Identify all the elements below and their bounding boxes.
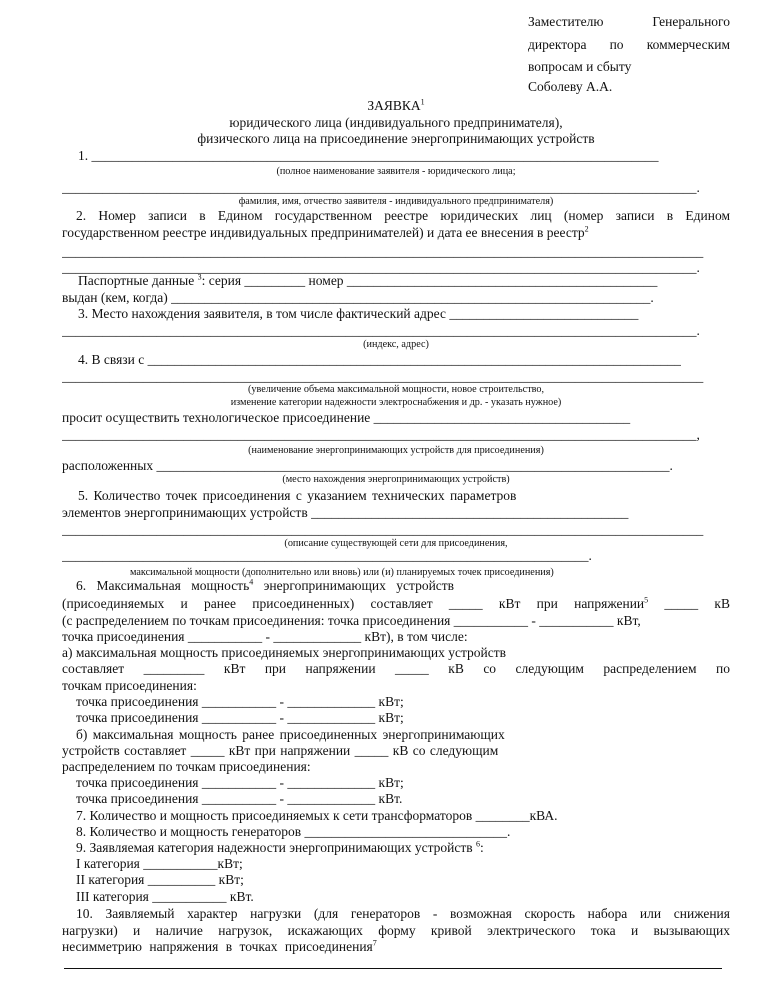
title-subline-1: юридического лица (индивидуального предпринимателя), bbox=[229, 115, 563, 130]
reason-caption-2: изменение категории надежности электроснабжения и др. - указать нужное) bbox=[230, 397, 562, 408]
max-power-distribution-1[interactable]: (с распределением по точкам присоединения: точка присоединения ___________ - ___________ кВт, bbox=[62, 613, 641, 628]
new-power-points-label: точкам присоединения: bbox=[62, 678, 197, 693]
points-field-3[interactable]: ______________________________________________________________________________. bbox=[62, 548, 592, 563]
reason-field[interactable]: 4. В связи с _______________________________________________________________________________ bbox=[78, 352, 681, 367]
devices-field[interactable]: ______________________________________________________________________________________________, bbox=[62, 427, 700, 442]
applicant-name-caption: (полное наименование заявителя - юридического лица; bbox=[276, 166, 516, 177]
applicant-fio-caption: фамилия, имя, отчество заявителя - индивидуального предпринимателя) bbox=[238, 196, 554, 207]
devices-caption: (наименование энергопринимающих устройств для присоединения) bbox=[248, 445, 544, 456]
passport-field[interactable]: Паспортные данные $^3$: серия _________ номер ______________________________________________ bbox=[78, 273, 658, 288]
devices-location-field[interactable]: расположенных ____________________________________________________________________________. bbox=[62, 458, 673, 473]
new-power-point-2[interactable]: точка присоединения ___________ - _____________ кВт; bbox=[76, 710, 404, 725]
max-power-heading: 6. Максимальная мощность$^4$ энергопринимающих устройств bbox=[76, 577, 455, 593]
registry-field-1[interactable]: _______________________________________________________________________________________________ bbox=[62, 244, 704, 259]
old-power-field[interactable]: устройств составляет _____ кВт при напряжении _____ кВ со следующим bbox=[62, 743, 499, 758]
points-caption-1: (описание существующей сети для присоединения, bbox=[284, 538, 508, 549]
load-text-line-3: несимметрию напряжения в точках присоединения$^7$ bbox=[62, 938, 377, 954]
applicant-fio-field[interactable]: ______________________________________________________________________________________________. bbox=[62, 180, 700, 195]
registry-field-2[interactable]: ______________________________________________________________________________________________. bbox=[62, 260, 700, 275]
old-power-point-2[interactable]: точка присоединения ___________ - _____________ кВт. bbox=[76, 791, 403, 806]
reliability-heading: 9. Заявляемая категория надежности энергопринимающих устройств $^6$: bbox=[76, 839, 484, 855]
document-title: ЗАЯВКА$^1$ bbox=[367, 97, 425, 113]
reason-caption-1: (увеличение объема максимальной мощности, новое строительство, bbox=[247, 384, 545, 395]
new-power-heading: а) максимальная мощность присоединяемых энергопринимающих устройств bbox=[62, 645, 507, 660]
registry-text-line-2: государственном реестре индивидуальных предпринимателей) и дата ее внесения в реестр$^2$ bbox=[62, 224, 589, 240]
transformers-field[interactable]: 7. Количество и мощность присоединяемых к сети трансформаторов ________кВА. bbox=[76, 808, 558, 823]
devices-location-caption: (место нахождения энергопринимающих устройств) bbox=[282, 474, 510, 485]
addressee-line-1: Заместителю Генерального bbox=[528, 14, 730, 29]
old-power-point-1[interactable]: точка присоединения ___________ - _____________ кВт; bbox=[76, 775, 404, 790]
new-power-point-1[interactable]: точка присоединения ___________ - _____________ кВт; bbox=[76, 694, 404, 709]
addressee-line-4: Соболеву А.А. bbox=[528, 79, 613, 94]
points-field-2[interactable]: _______________________________________________________________________________________________ bbox=[62, 522, 704, 537]
addressee-line-2: директора по коммерческим bbox=[528, 37, 730, 52]
location-caption: (индекс, адрес) bbox=[363, 339, 429, 350]
new-power-field[interactable]: составляет _________ кВт при напряжении _____ кВ со следующим распределением по bbox=[62, 661, 730, 676]
load-field[interactable] bbox=[64, 968, 722, 969]
points-text-line-1: 5. Количество точек присоединения с указанием технических параметров bbox=[78, 488, 517, 503]
max-power-distribution-2[interactable]: точка присоединения ___________ - _____________ кВт), в том числе: bbox=[62, 629, 468, 644]
request-field[interactable]: просит осуществить технологическое присоединение ______________________________________ bbox=[62, 410, 631, 425]
load-text-line-2: нагрузки) и наличие нагрузок, искажающих форму кривой электрического тока и вызывающих bbox=[62, 923, 730, 938]
points-field[interactable]: элементов энергопринимающих устройств _______________________________________________ bbox=[62, 505, 629, 520]
old-power-points-label: распределением по точкам присоединения: bbox=[62, 759, 311, 774]
old-power-heading: б) максимальная мощность ранее присоединенных энергопринимающих bbox=[76, 727, 505, 742]
category-2-field[interactable]: II категория __________ кВт; bbox=[76, 872, 244, 887]
generators-field[interactable]: 8. Количество и мощность генераторов ______________________________. bbox=[76, 824, 511, 839]
passport-issued-field[interactable]: выдан (кем, когда) _______________________________________________________________________. bbox=[62, 290, 654, 305]
location-field[interactable]: 3. Место нахождения заявителя, в том числе фактический адрес ____________________________ bbox=[78, 306, 639, 321]
points-caption-2: максимальной мощности (дополнительно или вновь) или (и) планируемых точек присоединения) bbox=[130, 567, 554, 578]
category-3-field[interactable]: III категория ___________ кВт. bbox=[76, 889, 254, 904]
title-subline-2: физического лица на присоединение энергопринимающих устройств bbox=[197, 131, 595, 146]
reason-field-2[interactable]: _______________________________________________________________________________________________ bbox=[62, 369, 704, 384]
applicant-name-field[interactable]: 1. ____________________________________________________________________________________ bbox=[78, 148, 659, 163]
addressee-line-3: вопросам и сбыту bbox=[528, 59, 632, 74]
load-text-line-1: 10. Заявляемый характер нагрузки (для генераторов - возможная скорость набора или снижения bbox=[76, 906, 730, 921]
location-field-2[interactable]: ______________________________________________________________________________________________. bbox=[62, 323, 700, 338]
max-power-field[interactable]: (присоединяемых и ранее присоединенных) составляет _____ кВт при напряжении$^5$ _____ кВ bbox=[62, 595, 730, 611]
category-1-field[interactable]: I категория ___________кВт; bbox=[76, 856, 243, 871]
registry-text-line-1: 2. Номер записи в Едином государственном реестре юридических лиц (номер записи в Едином bbox=[76, 208, 730, 223]
